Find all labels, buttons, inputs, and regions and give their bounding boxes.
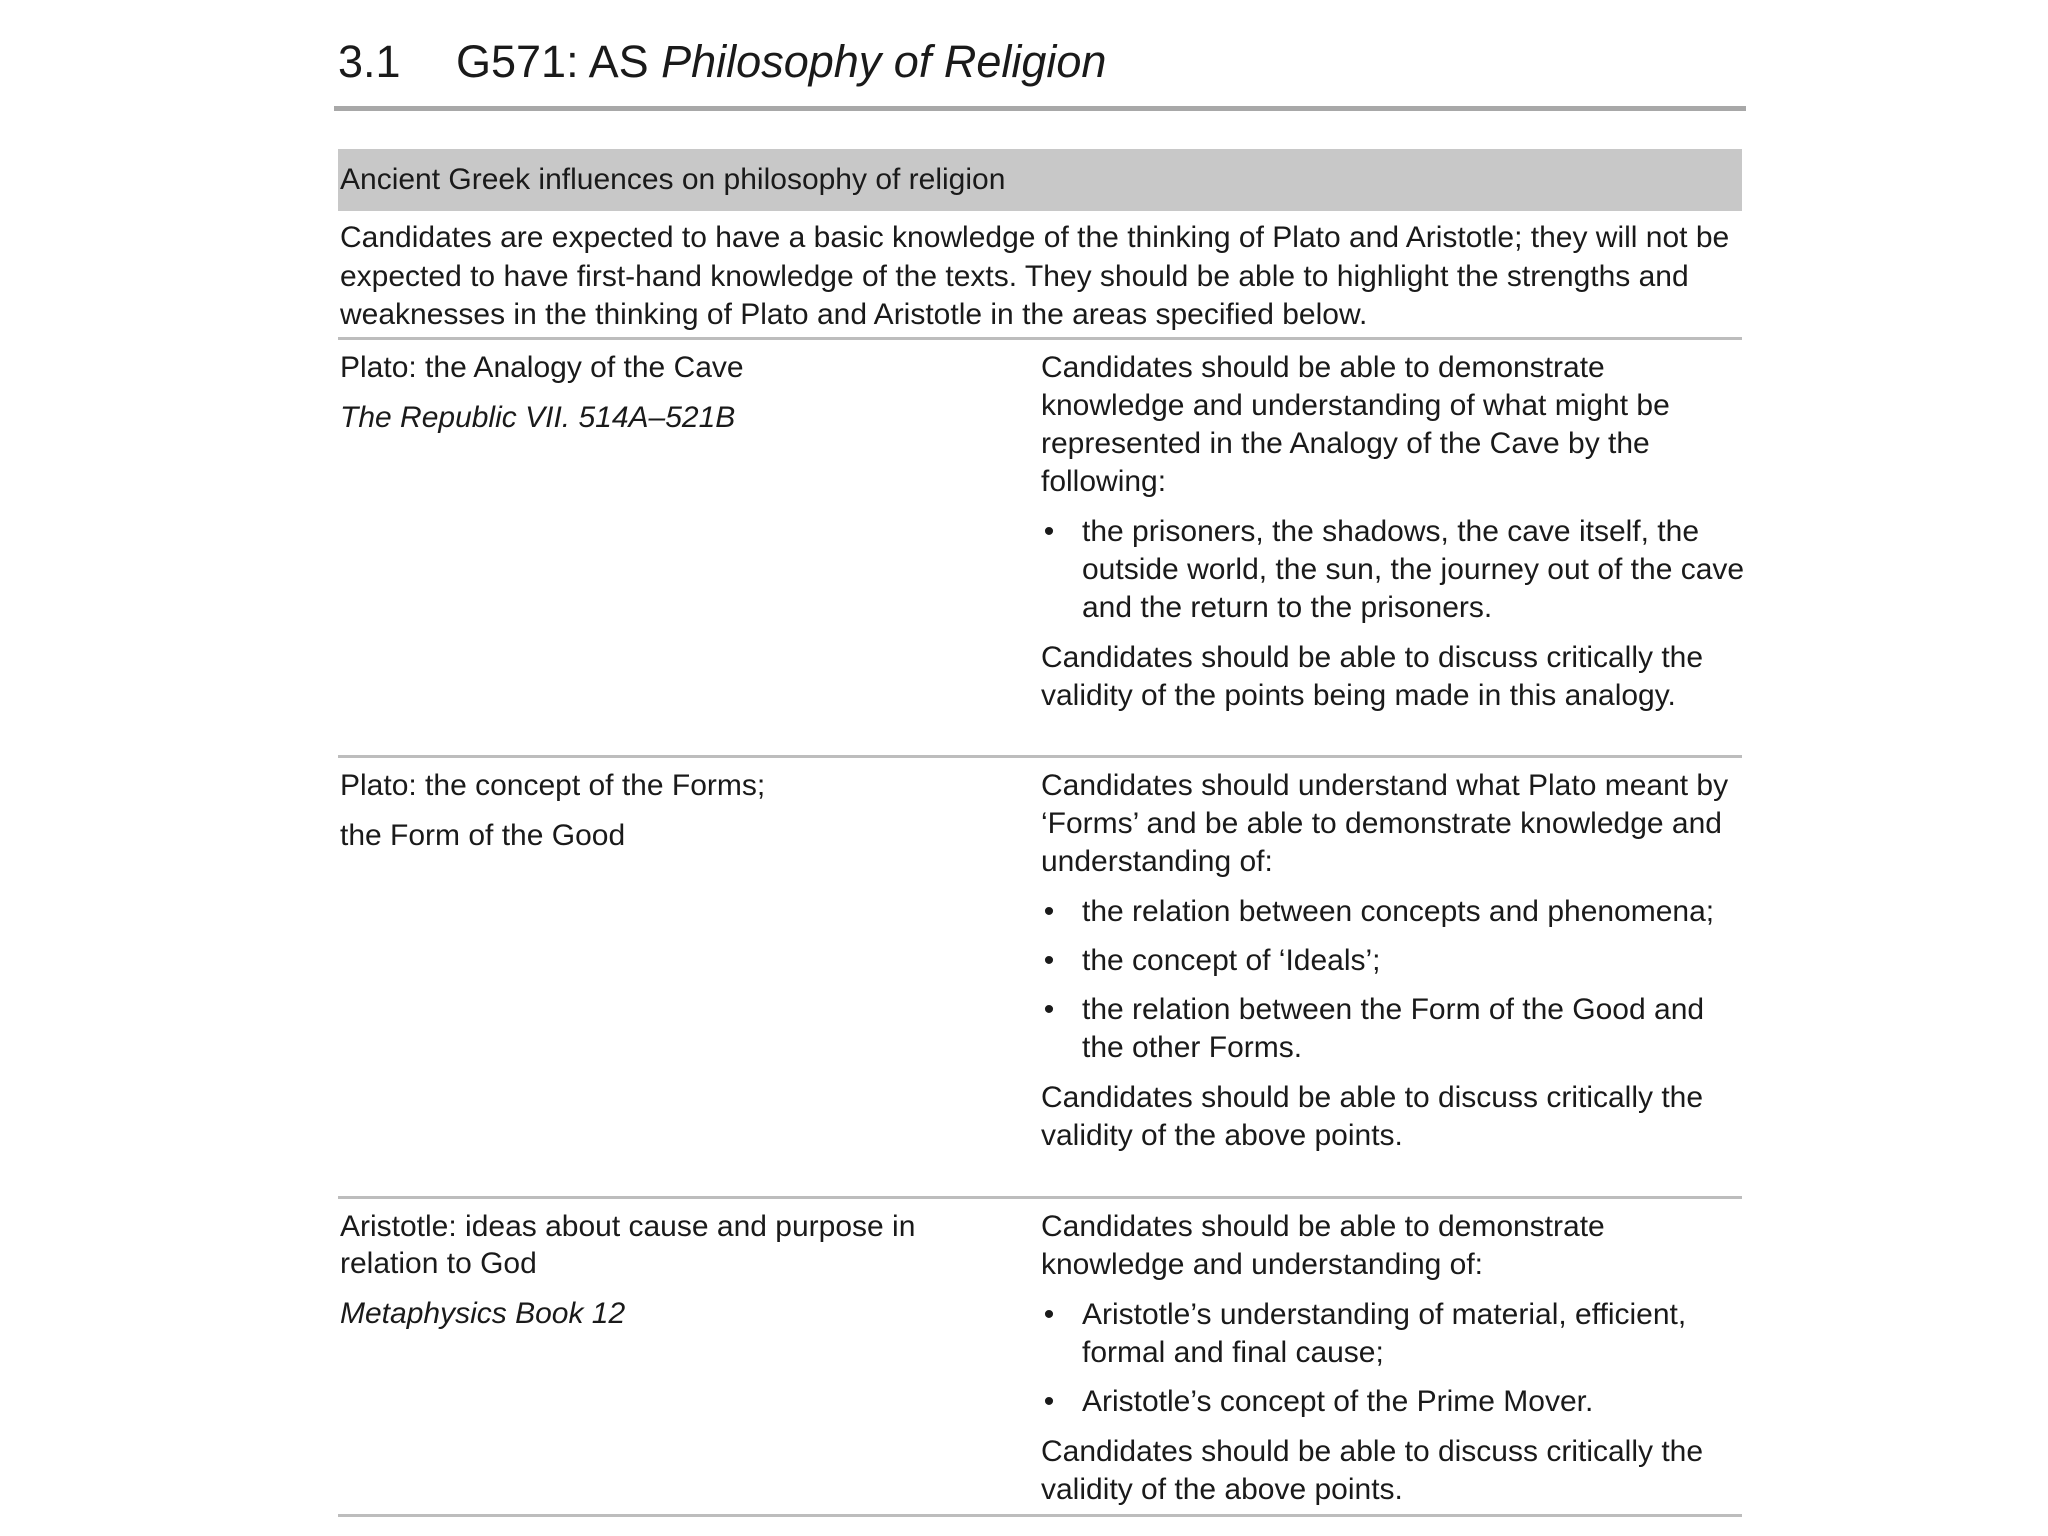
content-intro: Candidates should understand what Plato meant by ‘Forms’ and be able to demonstrate knowledge and understanding of: <box>1041 769 1729 878</box>
list-item: • the prisoners, the shadows, the cave itself, the outside world, the sun, the journey out of the cave and the return to the prisoners. <box>1041 513 1747 627</box>
list-item: • Aristotle’s concept of the Prime Mover. <box>1041 1383 1747 1421</box>
topic-subtitle: the Form of the Good <box>340 819 626 852</box>
page-title <box>338 34 1106 90</box>
bullet-icon: • <box>1043 515 1055 548</box>
topic-title: Plato: the Analogy of the Cave <box>340 351 744 384</box>
content-intro: Candidates should be able to demonstrate knowledge and understanding of what might be represented in the Analogy of the Cave by the following: <box>1041 351 1670 498</box>
bullet-list <box>1041 893 1747 1067</box>
content-cell <box>1041 767 1747 1167</box>
content-cell <box>1041 349 1747 727</box>
bullet-icon: • <box>1043 944 1055 977</box>
title-divider <box>334 106 1746 111</box>
content-outro: Candidates should be able to discuss critically the validity of the points being made in this analogy. <box>1041 641 1704 712</box>
bullet-icon: • <box>1043 1298 1055 1331</box>
section-number: 3.1 <box>338 36 401 87</box>
topic-title: Plato: the concept of the Forms; <box>340 769 766 802</box>
section-heading: Ancient Greek influences on philosophy of religion <box>338 149 1742 211</box>
list-item: • the concept of ‘Ideals’; <box>1041 942 1747 980</box>
topic-cell <box>340 349 980 449</box>
row-divider <box>338 337 1742 340</box>
content-outro: Candidates should be able to discuss critically the validity of the above points. <box>1041 1081 1704 1152</box>
content-intro: Candidates should be able to demonstrate knowledge and understanding of: <box>1041 1210 1605 1281</box>
topic-reference: The Republic VII. 514A–521B <box>340 401 736 434</box>
bullet-list <box>1041 513 1747 627</box>
unit-subject: Philosophy of Religion <box>661 36 1107 87</box>
section-intro: Candidates are expected to have a basic knowledge of the thinking of Plato and Aristotle; they will not be expected to have first-hand knowledge of the texts. They should be able to highlight the strengths and weaknesses in the thinking of Plato and Aristotle in the areas specified below. <box>340 221 1730 331</box>
row-divider <box>338 1196 1742 1199</box>
row-divider <box>338 1514 1742 1517</box>
topic-cell <box>340 1208 980 1345</box>
bullet-list <box>1041 1296 1747 1421</box>
topic-reference: Metaphysics Book 12 <box>340 1297 626 1330</box>
bullet-icon: • <box>1043 895 1055 928</box>
topic-title: Aristotle: ideas about cause and purpose in relation to God <box>340 1210 916 1280</box>
bullet-icon: • <box>1043 993 1055 1026</box>
unit-code: G571: AS <box>456 36 662 87</box>
content-cell <box>1041 1208 1747 1521</box>
topic-cell <box>340 767 980 867</box>
list-item: • the relation between the Form of the Good and the other Forms. <box>1041 991 1747 1067</box>
bullet-icon: • <box>1043 1385 1055 1418</box>
list-item: • the relation between concepts and phenomena; <box>1041 893 1747 931</box>
list-item: • Aristotle’s understanding of material, efficient, formal and final cause; <box>1041 1296 1747 1372</box>
content-outro: Candidates should be able to discuss critically the validity of the above points. <box>1041 1435 1704 1506</box>
row-divider <box>338 755 1742 758</box>
